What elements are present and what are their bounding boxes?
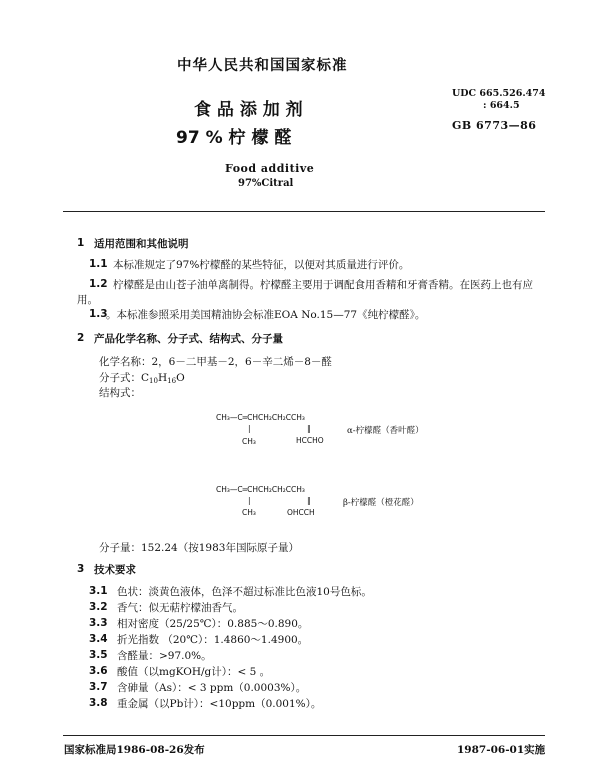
item-3-7-number: 3.7 bbox=[89, 681, 108, 693]
item-3-5-number: 3.5 bbox=[89, 649, 108, 661]
section-3-number: 3 bbox=[77, 563, 85, 575]
item-1-2-text: 柠檬醛是由山苍子油单离制得。柠檬醛主要用于调配食用香精和牙膏香精。在医药上也有应 bbox=[113, 279, 533, 291]
section-1-number: 1 bbox=[77, 237, 85, 249]
alpha-label: α-柠檬醛（香叶醛） bbox=[347, 426, 424, 436]
title-english-line1: Food additive bbox=[225, 162, 315, 175]
item-3-2-number: 3.2 bbox=[89, 601, 108, 613]
national-standard-heading: 中华人民共和国国家标准 bbox=[177, 58, 348, 74]
molecular-formula: 分子式：$C_{10}H_{16}O$ bbox=[99, 372, 185, 385]
item-3-8-number: 3.8 bbox=[89, 697, 108, 709]
section-2-number: 2 bbox=[77, 332, 85, 344]
beta-aldehyde: OHCCH bbox=[287, 508, 315, 517]
alpha-single-bond: | bbox=[248, 424, 251, 433]
item-3-4-text: 折光指数 （20℃）：1.4860～1.4900。 bbox=[117, 634, 309, 646]
section-1-title: 适用范围和其他说明 bbox=[94, 238, 189, 250]
item-1-2-number: 1.2 bbox=[89, 278, 108, 290]
item-3-7-text: 含砷量（As）：< 3 ppm（0.0003%）。 bbox=[117, 682, 307, 694]
beta-single-bond: | bbox=[248, 496, 251, 505]
effective-date: 1987-06-01实施 bbox=[457, 744, 546, 756]
beta-chain: CH₃—C═CHCH₂CH₂CCH₃ bbox=[216, 485, 305, 494]
alpha-aldehyde: HCCHO bbox=[296, 436, 324, 445]
gb-code: GB 6773—86 bbox=[452, 119, 537, 132]
item-1-3-text: 。本标准参照采用美国精油协会标准EOA No.15—77《纯柠檬醛》。 bbox=[106, 309, 426, 321]
item-3-3-number: 3.3 bbox=[89, 617, 108, 629]
item-3-8-text: 重金属（以Pb计）：<10ppm（0.001%）。 bbox=[117, 698, 322, 710]
alpha-double-bond: ‖ bbox=[307, 424, 311, 433]
item-3-1-number: 3.1 bbox=[89, 585, 108, 597]
section-2-title: 产品化学名称、分子式、结构式、分子量 bbox=[94, 333, 283, 345]
item-3-3-text: 相对密度（25/25℃）：0.885～0.890。 bbox=[117, 618, 309, 630]
beta-label: β-柠檬醛（橙花醛） bbox=[343, 498, 419, 508]
molecular-weight: 分子量：152.24（按1983年国际原子量） bbox=[99, 542, 299, 554]
beta-methyl: CH₃ bbox=[242, 508, 256, 517]
item-1-1-text: 本标准规定了97%柠檬醛的某些特征，以便对其质量进行评价。 bbox=[113, 259, 410, 271]
item-3-6-number: 3.6 bbox=[89, 665, 108, 677]
item-3-6-text: 酸值（以mgKOH/g计）：< 5 。 bbox=[117, 666, 271, 678]
item-3-5-text: 含醛量：>97.0%。 bbox=[117, 650, 212, 662]
udc-code: UDC 665.526.474 bbox=[452, 88, 546, 99]
header-divider bbox=[63, 211, 545, 212]
item-1-1-number: 1.1 bbox=[89, 258, 108, 270]
issue-date: 国家标准局1986-08-26发布 bbox=[64, 744, 205, 756]
udc-code-cont: : 664.5 bbox=[483, 100, 520, 111]
title-chinese-line1: 食 品 添 加 剂 bbox=[194, 100, 303, 120]
title-english-line2: 97%Citral bbox=[238, 178, 294, 189]
footer-divider bbox=[63, 735, 545, 736]
chemical-name: 化学名称：2，6－二甲基－2，6－辛二烯－8－醛 bbox=[99, 356, 332, 368]
item-1-3-number: 1.3 bbox=[89, 308, 108, 320]
alpha-methyl: CH₃ bbox=[242, 437, 256, 446]
section-3-title: 技术要求 bbox=[94, 564, 136, 576]
beta-double-bond: ‖ bbox=[307, 496, 311, 505]
item-3-1-text: 色状：淡黄色液体，色泽不超过标准比色液10号色标。 bbox=[117, 586, 372, 598]
item-3-4-number: 3.4 bbox=[89, 633, 108, 645]
item-3-2-text: 香气：似无萜柠檬油香气。 bbox=[117, 602, 243, 614]
item-1-2-continuation: 用。 bbox=[77, 294, 98, 306]
structure-label: 结构式： bbox=[99, 387, 141, 399]
title-chinese-line2: 97 % 柠 檬 醛 bbox=[176, 128, 292, 148]
alpha-chain: CH₃—C═CHCH₂CH₂CCH₃ bbox=[216, 413, 305, 422]
